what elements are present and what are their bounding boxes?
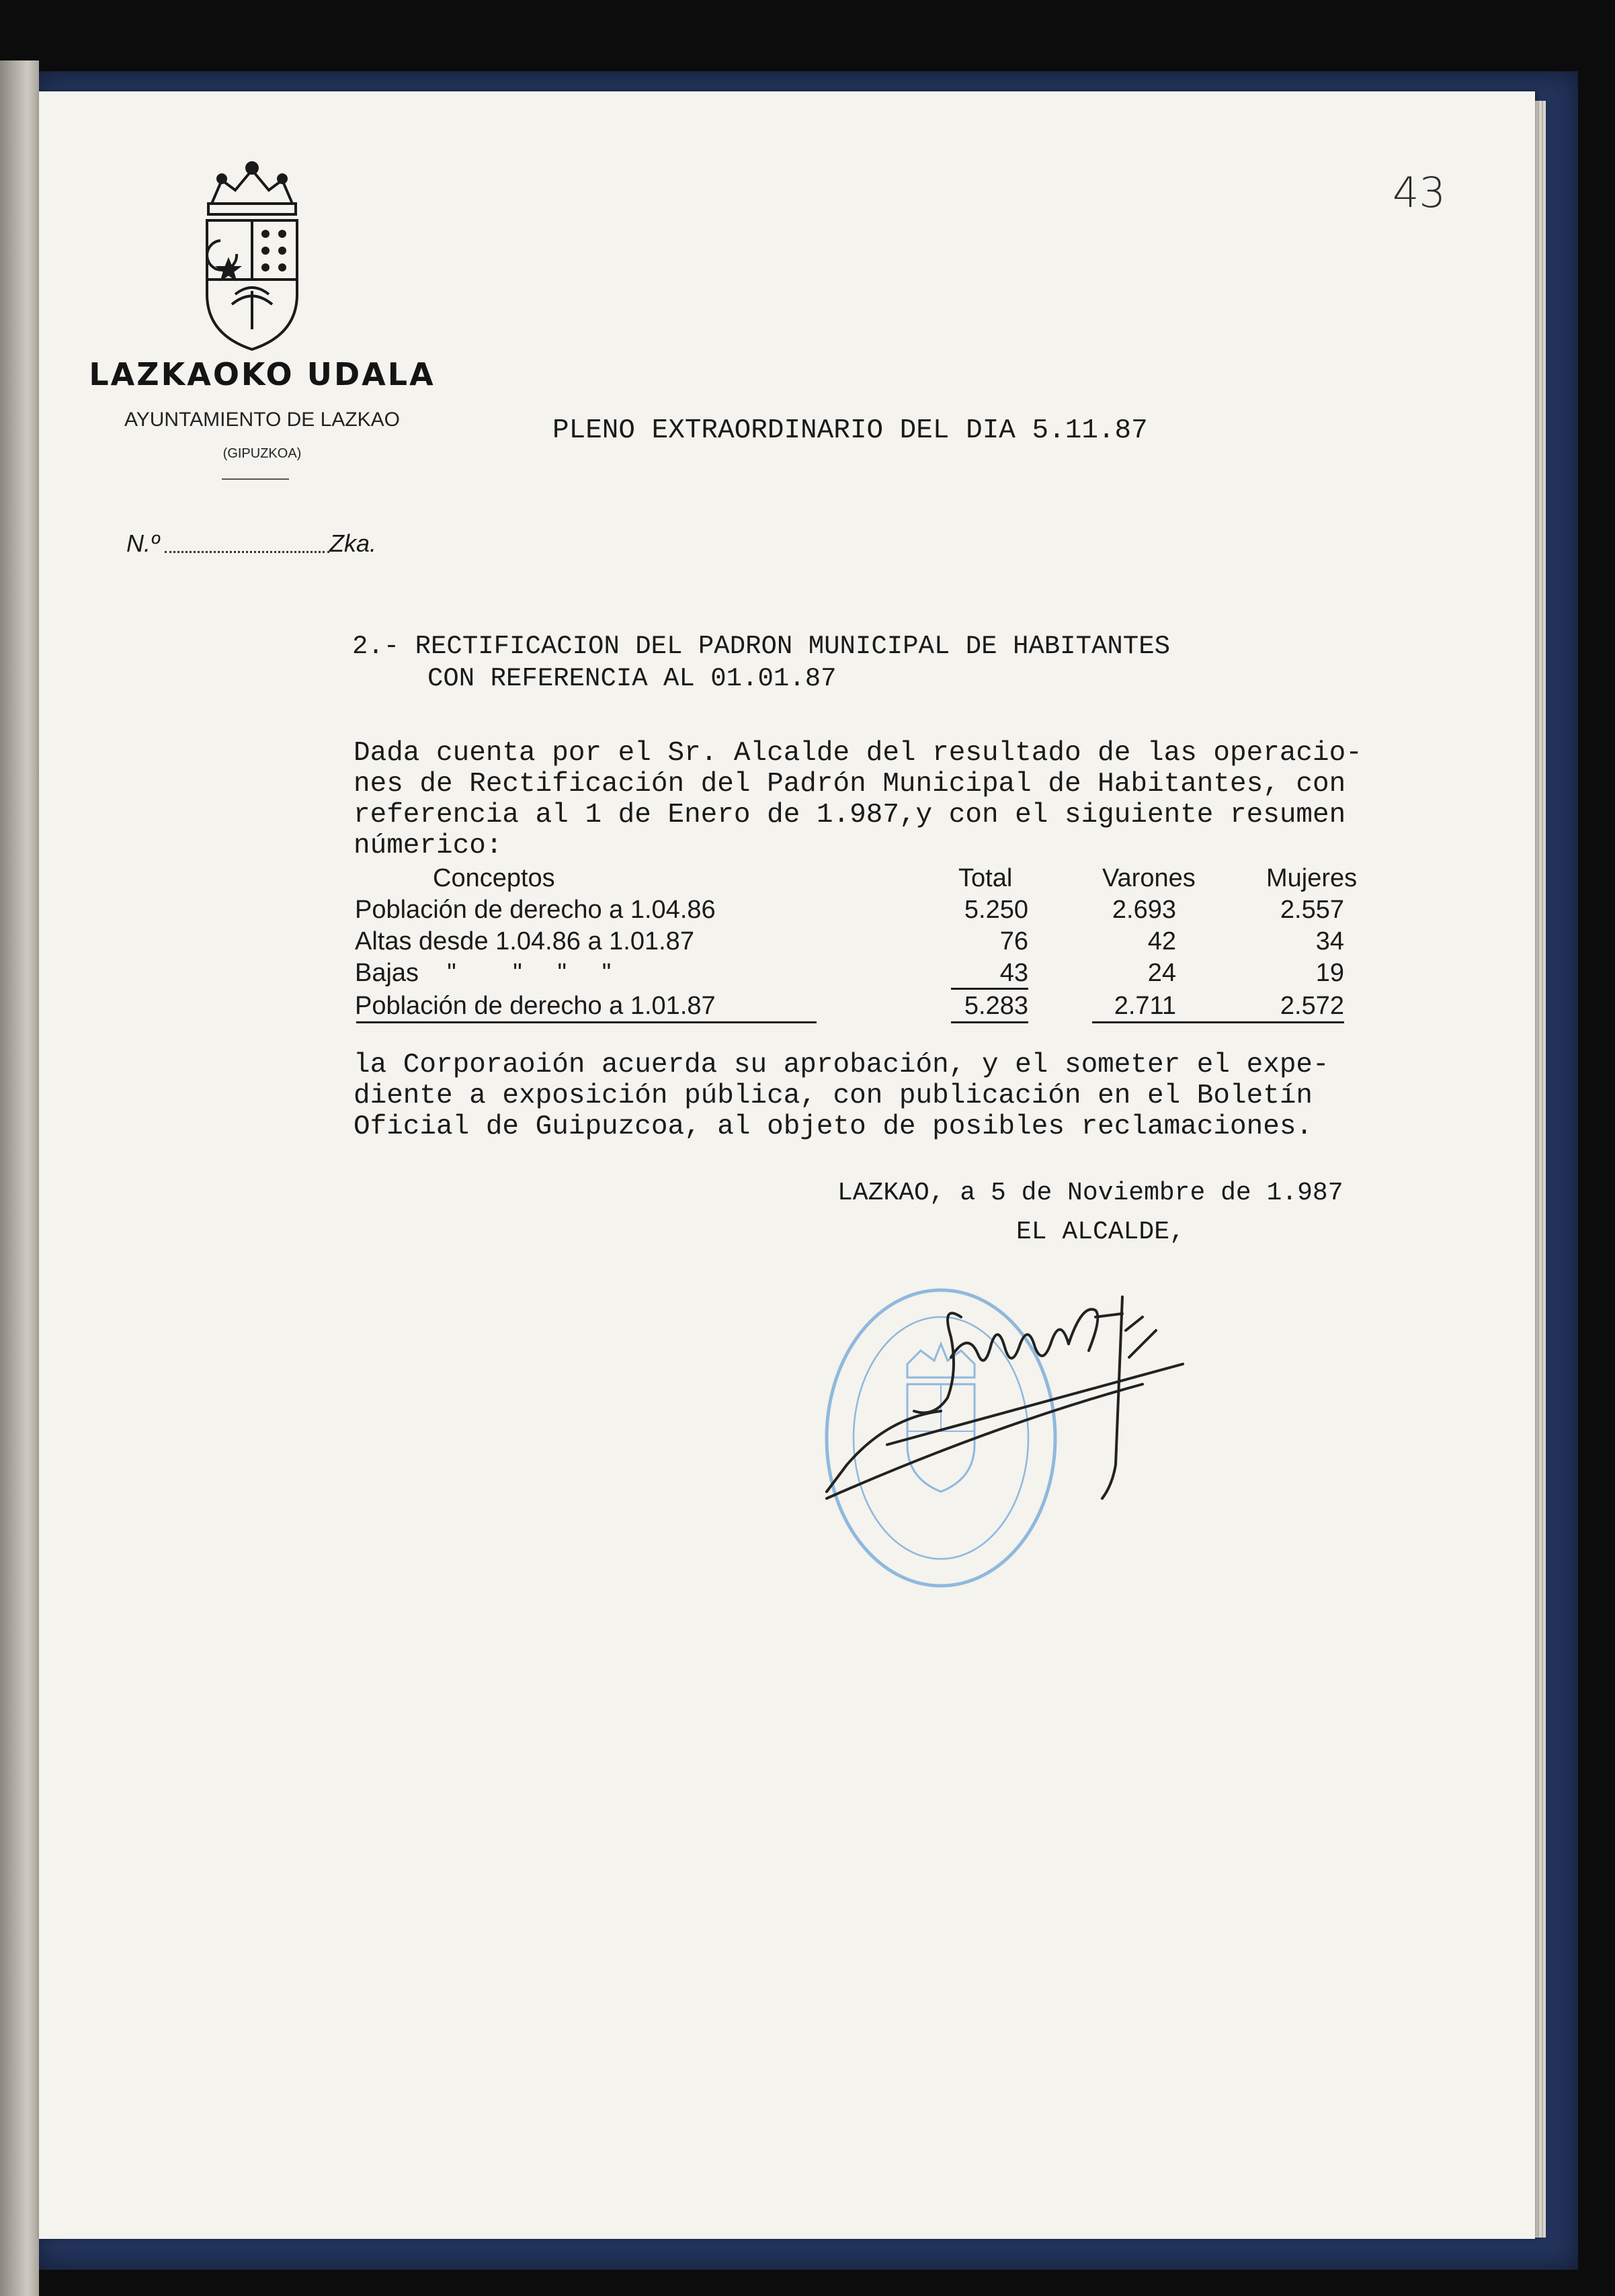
resolution-line: Oficial de Guipuzcoa, al objeto de posibles reclamaciones. <box>354 1111 1313 1142</box>
total-underline-total <box>951 1021 1028 1023</box>
letterhead-divider <box>222 478 289 480</box>
resolution-line: la Corporaoión acuerda su aprobación, y el someter el expe- <box>354 1050 1329 1080</box>
intro-paragraph <box>354 738 1456 861</box>
table-row-concepto: Altas desde 1.04.86 a 1.01.87 <box>355 927 694 955</box>
table-row-mujeres: 19 <box>1315 959 1344 987</box>
number-label: N.º <box>126 529 160 557</box>
section-title-line-2: CON REFERENCIA AL 01.01.87 <box>427 664 837 693</box>
table-header-total: Total <box>958 864 1013 892</box>
intro-line: númerico: <box>354 831 503 861</box>
session-title: PLENO EXTRAORDINARIO DEL DIA 5.11.87 <box>552 415 1148 446</box>
section-title-line-1: 2.- RECTIFICACION DEL PADRON MUNICIPAL DE HABITANTES <box>352 632 1170 661</box>
province-name: (GIPUZKOA) <box>222 446 302 461</box>
table-total-total: 5.283 <box>964 992 1028 1020</box>
facing-page-edge <box>0 60 39 2296</box>
sum-rule-total <box>951 988 1028 990</box>
table-total-varones: 2.711 <box>1114 992 1176 1020</box>
zka-label: Zka. <box>329 529 377 557</box>
table-row-varones: 2.693 <box>1112 896 1176 924</box>
total-underline-sexes <box>1092 1021 1344 1023</box>
place-date: LAZKAO, a 5 de Noviembre de 1.987 <box>837 1179 1343 1207</box>
table-row-concepto: Población de derecho a 1.04.86 <box>355 896 716 924</box>
table-header-mujeres: Mujeres <box>1266 864 1358 892</box>
table-row-varones: 42 <box>1147 927 1176 955</box>
intro-line: nes de Rectificación del Padrón Municipal de Habitantes, con <box>354 769 1346 800</box>
resolution-line: diente a exposición pública, con publicación en el Boletín <box>354 1080 1313 1111</box>
table-row-total: 76 <box>999 927 1028 955</box>
number-dotted-line <box>165 551 329 553</box>
intro-line: referencia al 1 de Enero de 1.987,y con el siguiente resumen <box>354 800 1346 831</box>
municipality-name: LAZKAOKO UDALA <box>89 356 436 392</box>
signer-title: EL ALCALDE, <box>1016 1218 1185 1246</box>
coat-of-arms-icon <box>195 153 309 355</box>
table-row-mujeres: 34 <box>1315 927 1344 955</box>
table-row-total: 43 <box>999 959 1028 987</box>
table-row-concepto: Bajas " " " " <box>355 959 612 987</box>
table-row-mujeres: 2.557 <box>1280 896 1344 924</box>
table-row-varones: 24 <box>1147 959 1176 987</box>
total-underline-concepto <box>356 1021 817 1023</box>
handwritten-page-number: 43 <box>1393 168 1446 217</box>
table-total-mujeres: 2.572 <box>1280 992 1344 1020</box>
resolution-paragraph <box>354 1050 1456 1142</box>
table-header-conceptos: Conceptos <box>433 864 555 892</box>
section-title <box>352 630 1170 695</box>
table-total-concepto: Población de derecho a 1.01.87 <box>355 992 716 1020</box>
official-stamp-and-signature <box>806 1277 1290 1626</box>
intro-line: Dada cuenta por el Sr. Alcalde del resultado de las operacio- <box>354 738 1362 769</box>
table-header-varones: Varones <box>1102 864 1196 892</box>
table-row-total: 5.250 <box>964 896 1028 924</box>
ayuntamiento-name: AYUNTAMIENTO DE LAZKAO <box>124 409 401 431</box>
